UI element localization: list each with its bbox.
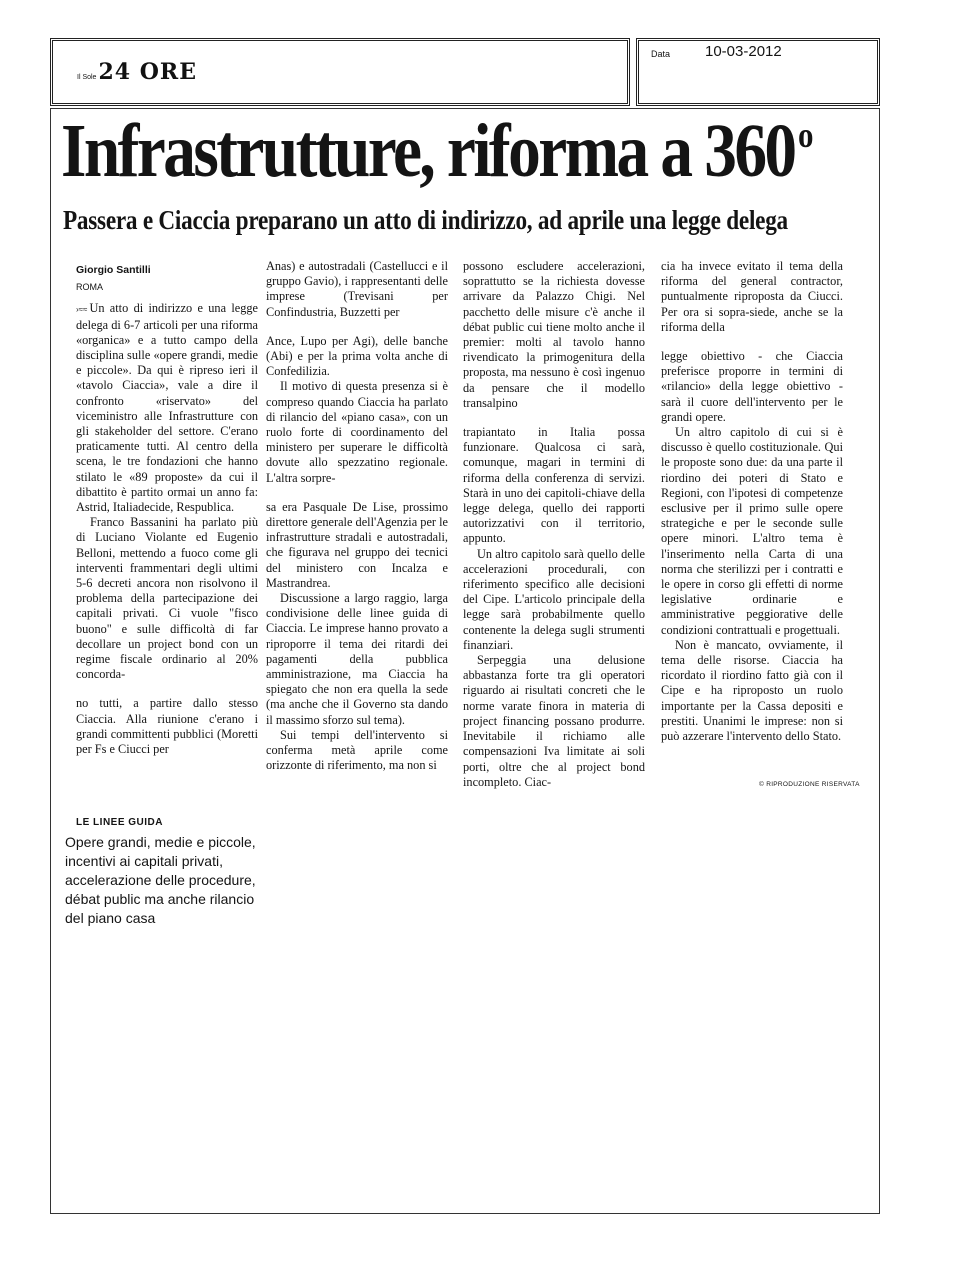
paragraph: trapiantato in Italia possa funzionare. Qualcosa ci sarà, comunque, magari in termini di riforma della conferenza di servizi. Starà in uno dei capitoli-chiave della legge delega, quello dei rapporti autorizzativi con il territorio, appunto. (463, 425, 645, 546)
paragraph: Un altro capitolo di cui si è discusso è quello costituzionale. Qui le proposte sono due: da una parte il riordino dei poteri di Stato e Regioni, con l'ipotesi di competenze esclusive per il primo sulle opere strategiche e per le seconde sulle opere minori. L'altro tema è l'inserimento nella Carta di una norma che sterilizzi per i contratti e le opere in corso gli effetti di norme legislative ordinarie e amministrative peggiorative delle condizioni contrattuali e progettuali. (661, 425, 843, 637)
paragraph: possono escludere accelerazioni, soprattutto se la richiesta dovesse arrivare da Palazzo Chigi. Nel pacchetto delle misure c'è anche il débat public cui tiene molto anche il premier: molti al tavolo hanno rivendicato la primogenitura della proposta, ma nessuno è così ingenuo da pensare che il modello transalpino (463, 259, 645, 410)
sidebar-box-text: Opere grandi, medie e piccole, incentivi ai capitali privati, accelerazione delle procedure, débat public ma anche rilancio del piano casa (65, 834, 256, 926)
paragraph: Un altro capitolo sarà quello delle accelerazioni procedurali, con riferimento specifico alle decisioni del Cipe. L'articolo principale della legge sarà probabilmente quello contenente la delega sugli strumenti finanziari. (463, 546, 645, 652)
article-clipping (50, 108, 880, 1214)
paragraph: no tutti, a partire dallo stesso Ciaccia. Alla riunione c'erano i grandi committenti pubblici (Moretti per Fs e Ciucci per (76, 696, 258, 757)
article-title (61, 109, 811, 193)
logo-prefix: Il Sole (77, 74, 97, 81)
column-break (463, 411, 645, 425)
dateline-mark: ›≈≈ (76, 305, 88, 315)
paragraph: Anas) e autostradali (Castellucci e il gruppo Gavio), i rappresentanti delle imprese (Trevisani per Confindustria, Buzzetti per (266, 259, 448, 319)
header-logo-box (50, 38, 630, 106)
paragraph-text: Un atto di indirizzo e una legge delega di 6-7 articoli per una riforma «organica» e a tutto campo della disciplina sulle «opere grandi, medie e piccole». Da qui è ripreso ieri il «tavolo Ciaccia», vale a dire il confronto «riservato» del viceministro alle Infrastrutture con gli stakeholder del settore. C'erano praticamente tutti. Al centro della scena, le tre fondazioni che hanno stilato le «89 proposte» da cui il dibattito è partito ormai un anno fa: Astrid, Italiadecide, Respublica. (76, 301, 258, 515)
paragraph (76, 301, 258, 515)
text-column-1 (76, 259, 258, 757)
paragraph: Discussione a largo raggio, larga condivisione delle linee guida di Ciaccia. Le imprese hanno provato a riproporre il tema dei ritardi dei pagamenti della pubblica amministrazione, ma Ciaccia ha spiegato che non era quella la sede (ma anche che il Governo sta dando il massimo sforzo sul tema). (266, 591, 448, 727)
sidebar-box-label: LE LINEE GUIDA (76, 817, 164, 828)
text-column-2 (266, 259, 448, 774)
text-column-4 (661, 259, 843, 744)
logo-main: 24 ORE (98, 59, 197, 85)
date-label: Data (651, 49, 671, 59)
column-break (266, 486, 448, 500)
paragraph: sa era Pasquale De Lise, prossimo direttore generale dell'Agenzia per le infrastrutture stradali e autostradali, che figurava nel gruppo dei tecnici del ministero con Incalza e Mastrandrea. (266, 499, 448, 590)
paragraph: Ance, Lupo per Agi), delle banche (Abi) e per la prima volta anche di Confedilizia. (266, 333, 448, 379)
place-dateline: ROMA (76, 282, 103, 293)
header-date-box (636, 38, 880, 106)
paragraph: Sui tempi dell'intervento si conferma metà aprile come orizzonte di riferimento, ma non si (266, 727, 448, 773)
newspaper-logo (77, 59, 197, 85)
paragraph: Il motivo di questa presenza si è compreso quando Ciaccia ha parlato di rilancio del «piano casa», con un ruolo forte di coordinamento del ministero per superare le difficoltà dovute allo spezzatino regionale. L'altra sorpre- (266, 379, 448, 485)
author-name: Giorgio Santilli (76, 264, 151, 276)
degree-symbol: o (797, 115, 811, 155)
date-value: 10-03-2012 (705, 43, 782, 60)
text-column-3 (463, 259, 645, 790)
paragraph: legge obiettivo - che Ciaccia preferisce proporre in termini di «rilancio» della legge obiettivo - sarà il cuore dell'intervento per le grandi opere. (661, 349, 843, 424)
paragraph: Non è mancato, ovviamente, il tema delle risorse. Ciaccia ha ricordato il riordino fatto già con il Cipe e ha riproposto un ruolo importante per la Cassa depositi e prestiti. Unanimi le imprese: non si può azzerare l'intervento dello Stato. (661, 637, 843, 744)
column-break (266, 320, 448, 334)
copyright-notice: © RIPRODUZIONE RISERVATA (759, 781, 860, 788)
paragraph: Franco Bassanini ha parlato più di Luciano Violante ed Eugenio Belloni, mettendo a fuoco come gli interventi frammentari degli ultimi 5-6 decreti ancora non risolvono il problema della partecipazione dei capitali privati. Ci vuole "fisco buono" e sulle difficoltà di far decollare un project bond con un regime fiscale ordinario al 20% concorda- (76, 515, 258, 682)
column-break (661, 335, 843, 349)
article-subtitle: Passera e Ciaccia preparano un atto di indirizzo, ad aprile una legge delega (63, 205, 788, 235)
column-break (76, 682, 258, 696)
paragraph: Serpeggia una delusione abbastanza forte tra gli operatori riguardo ai risultati concreti che le norme varate finora in materia di project financing possano produrre. Inevitabile il richiamo alle compensazioni Iva limitate ai soli porti, oltre che al project bond incompleto. Ciac- (463, 653, 645, 789)
paragraph: cia ha invece evitato il tema della riforma del general contractor, puntualmente riproposta da Ciucci. Per ora si sopra-siede, anche se la riforma della (661, 259, 843, 334)
article-title-text: Infrastrutture, riforma a 360 (61, 109, 795, 193)
